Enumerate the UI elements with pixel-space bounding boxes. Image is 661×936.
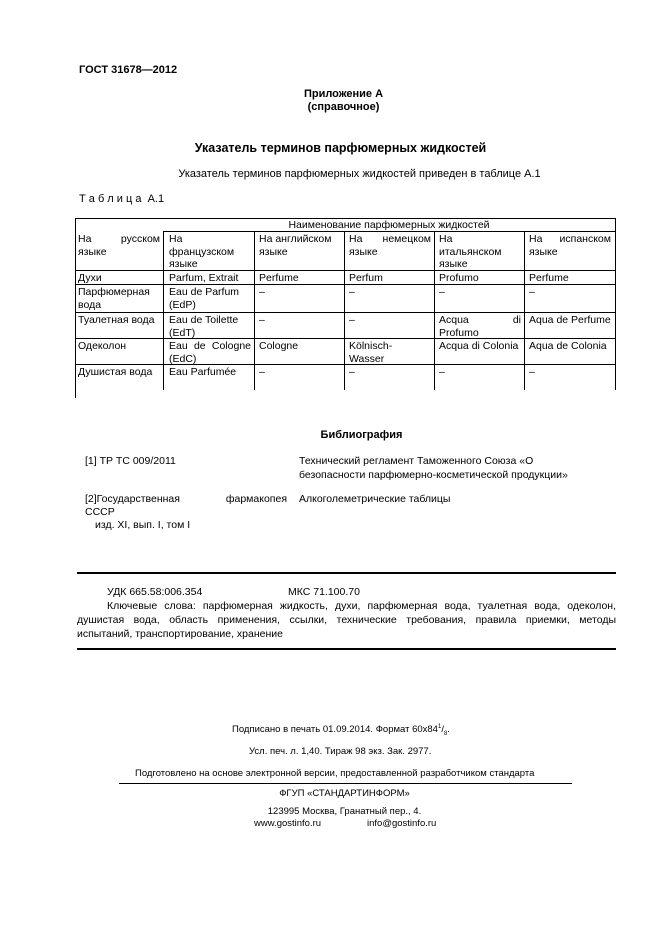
table-rule xyxy=(75,312,616,313)
table-cell: – xyxy=(259,314,265,326)
separator-rule xyxy=(119,783,572,784)
bibliography-ref-1: [1] ТР ТС 009/2011 xyxy=(85,455,176,467)
table-group-header: Наименование парфюмерных жидкостей xyxy=(288,219,490,231)
appendix-title: Приложение А xyxy=(303,88,384,100)
table-cell: Kölnisch-Wasser xyxy=(349,340,393,365)
column-header-de: На немецком языке xyxy=(349,233,431,258)
bibliography-ref-2-edition: изд. XI, вып. I, том I xyxy=(95,519,191,531)
table-cell: Aqua de Perfume xyxy=(529,314,611,326)
table-cell: Духи xyxy=(78,272,102,284)
table-cell: Perfume xyxy=(529,272,569,284)
table-cell: Eau de Toilette (EdT) xyxy=(169,314,239,339)
column-header-ru: На русском языке xyxy=(78,233,160,258)
table-cell: Perfume xyxy=(259,272,299,284)
table-rule xyxy=(75,218,76,398)
table-cell: – xyxy=(439,366,445,378)
table-cell: – xyxy=(259,286,265,298)
table-rule xyxy=(434,231,435,390)
table-cell: Туалетная вода xyxy=(78,314,155,326)
table-cell: Одеколон xyxy=(78,340,127,352)
publisher-name: ФГУП «СТАНДАРТИНФОРМ» xyxy=(279,788,410,799)
document-code: ГОСТ 31678—2012 xyxy=(79,64,178,76)
imprint-prepared: Подготовлено на основе электронной версии, предоставленной разработчиком стандарта xyxy=(135,768,535,779)
section-intro: Указатель терминов парфюмерных жидкостей приведен в таблице А.1 xyxy=(178,168,541,180)
column-header-es: На испанском языке xyxy=(529,233,611,258)
table-cell: Acqua di Colonia xyxy=(439,340,519,352)
bibliography-text-1: Технический регламент Таможенного Союза «О безопасности парфюмерно-косметической продукции» xyxy=(299,455,568,481)
keywords: Ключевые слова: парфюмерная жидкость, духи, парфюмерная вода, туалетная вода, одеколон, душистая вода, область применения, ссылки, технические требования, правила приемки, методы испытаний, транспортирование, хранение xyxy=(77,600,616,640)
publisher-website[interactable]: www.gostinfo.ru xyxy=(254,818,322,829)
imprint-sheets: Усл. печ. л. 1,40. Тираж 98 экз. Зак. 2977. xyxy=(249,746,432,757)
bibliography-ref-2: [2]Государственная фармакопея xyxy=(85,493,287,505)
table-rule xyxy=(254,231,255,390)
publisher-email[interactable]: info@gostinfo.ru xyxy=(367,818,437,829)
section-title: Указатель терминов парфюмерных жидкостей xyxy=(194,141,487,155)
column-header-it: На итальянском языке xyxy=(439,233,502,270)
column-header-fr: На французском языке xyxy=(169,233,235,270)
table-rule xyxy=(75,270,616,271)
table-rule xyxy=(75,338,616,339)
table-rule xyxy=(615,218,616,390)
separator-rule xyxy=(77,648,616,650)
table-caption: Т а б л и ц а А.1 xyxy=(79,193,165,205)
table-cell: – xyxy=(529,286,535,298)
table-cell: Душистая вода xyxy=(78,366,153,378)
table-cell: Parfum, Extrait xyxy=(169,272,239,284)
table-rule xyxy=(344,231,345,390)
bibliography-title: Библиография xyxy=(320,429,403,441)
table-cell: Aqua de Colonia xyxy=(529,340,607,352)
column-header-en: На английском языке xyxy=(259,233,332,258)
table-cell: Парфюмерная вода xyxy=(78,286,150,311)
udk-code: УДК 665.58:006.354 xyxy=(107,586,203,598)
publisher-address: 123995 Москва, Гранатный пер., 4. xyxy=(267,806,422,817)
terms-table xyxy=(75,218,616,398)
table-cell: – xyxy=(259,366,265,378)
imprint-signed: Подписано в печать 01.09.2014. Формат $60х84^1/_8$. xyxy=(232,724,450,738)
table-cell: Eau Parfumée xyxy=(169,366,237,378)
separator-rule xyxy=(77,572,616,574)
table-cell: – xyxy=(349,314,355,326)
table-rule xyxy=(75,364,616,365)
mks-code: МКС 71.100.70 xyxy=(288,586,360,598)
table-rule xyxy=(524,231,525,390)
table-cell: Cologne xyxy=(259,340,299,352)
table-cell: – xyxy=(439,286,445,298)
table-cell: Eau de Cologne (EdC) xyxy=(169,340,251,365)
bibliography-text-2: Алкоголеметрические таблицы xyxy=(299,493,451,505)
table-cell: – xyxy=(349,366,355,378)
bibliography-ref-2-cont: СССР xyxy=(85,506,115,518)
table-cell: Profumo xyxy=(439,272,479,284)
table-cell: Eau de Parfum (EdP) xyxy=(169,286,240,311)
table-rule xyxy=(163,231,164,390)
table-cell: Perfum xyxy=(349,272,383,284)
table-cell: – xyxy=(349,286,355,298)
appendix-type: (справочное) xyxy=(307,101,380,113)
table-cell: Acqua di Profumo xyxy=(439,314,521,339)
table-cell: – xyxy=(529,366,535,378)
